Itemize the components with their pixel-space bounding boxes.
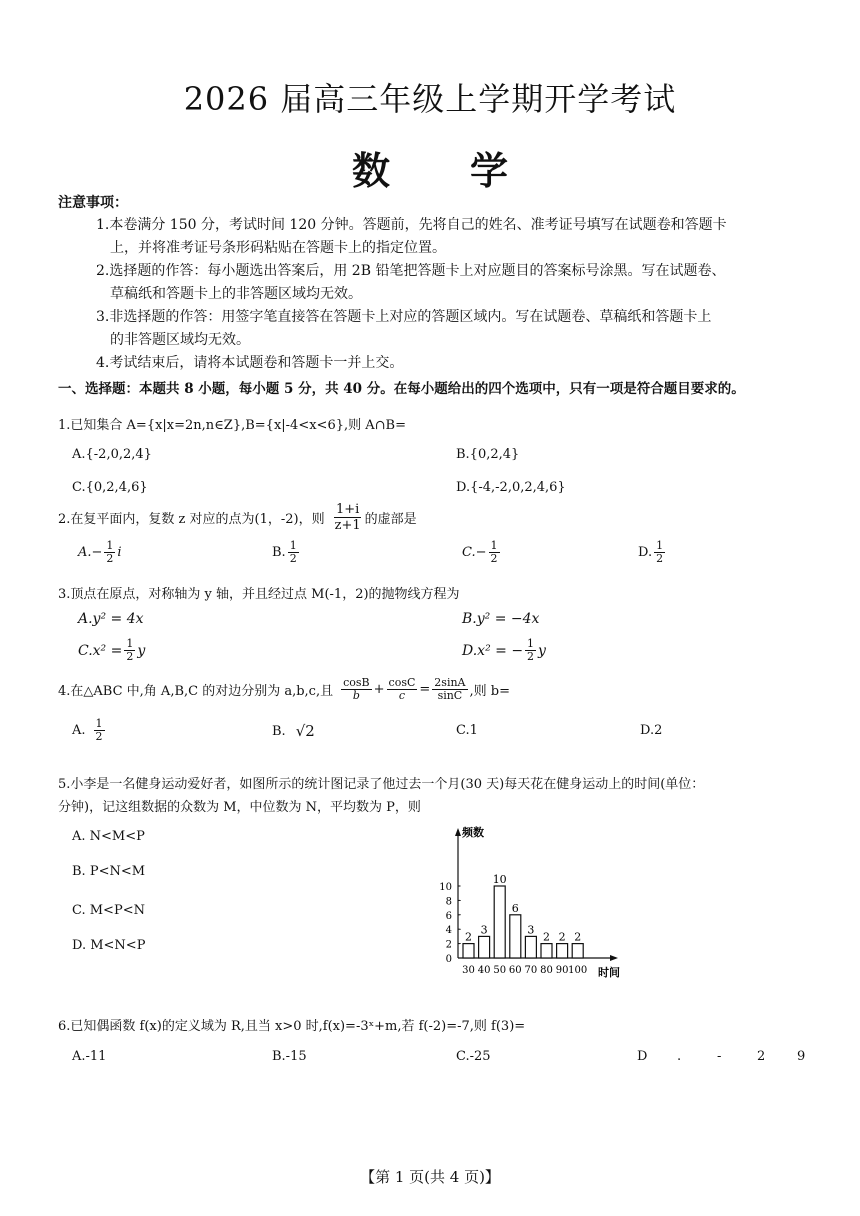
frac-d: 2 <box>656 552 664 565</box>
q3-d-label: D.x² = − <box>462 642 524 659</box>
frac-d: 2 <box>490 552 498 565</box>
frac-n: 1 <box>490 539 498 552</box>
q5-stem-line-2: 分钟)，记这组数据的众数为 M，中位数为 N，平均数为 P，则 <box>58 800 421 815</box>
frac-n: 1 <box>289 539 297 552</box>
frac-d: c <box>398 688 406 702</box>
frequency-histogram <box>430 822 630 982</box>
bar-value-label: 2 <box>543 930 550 944</box>
q4-option-a <box>72 718 107 743</box>
q4-a-label: A. <box>72 723 86 738</box>
notice-line-3: 2.选择题的作答：每小题选出答案后，用 2B 铅笔把答题卡上对应题目的答案标号涂黑。写在试题卷、 <box>96 263 726 279</box>
frac-d: sinC <box>437 688 463 702</box>
q1-option-d: D.{-4,-2,0,2,4,6} <box>456 480 566 495</box>
q2-option-b <box>272 540 301 565</box>
bar-value-label: 3 <box>527 923 535 937</box>
q4-option-b <box>272 722 315 740</box>
q2-option-a <box>78 540 122 565</box>
q6-option-d-char-1: D <box>637 1049 648 1064</box>
x-tick-label: 30 <box>462 965 475 976</box>
frac-n: 1 <box>95 717 103 730</box>
q2-d-frac <box>654 540 665 565</box>
notice-line-1: 1.本卷满分 150 分，考试时间 120 分钟。答题前，先将自己的姓名、准考证号填写在试题卷和答题卡 <box>96 217 727 233</box>
y-axis-label: 频数 <box>462 826 484 839</box>
q2-c-frac <box>489 540 500 565</box>
q2-fraction <box>333 502 363 533</box>
notice-line-4: 草稿纸和答题卡上的非答题区域均无效。 <box>110 286 362 302</box>
q3-option-d <box>462 638 546 663</box>
q2-d-label: D. <box>638 545 653 560</box>
frac-n: cosC <box>388 675 416 689</box>
q2-frac-denominator: z+1 <box>334 517 361 533</box>
q5-option-c: C. M<P<N <box>72 903 145 918</box>
x-tick-label: 80 <box>540 965 553 976</box>
bar <box>557 944 568 958</box>
notice-line-2: 上，并将准考证号条形码粘贴在答题卡上的指定位置。 <box>110 240 446 256</box>
frac-d: 2 <box>126 650 134 663</box>
q6-option-d-char-4: 2 <box>757 1049 766 1064</box>
q4-b-value: √2 <box>295 722 315 740</box>
y-tick-label: 8 <box>445 896 452 908</box>
bar <box>479 936 490 958</box>
q2-b-frac <box>288 540 299 565</box>
q4-frac-3 <box>432 677 467 702</box>
q1-option-b: B.{0,2,4} <box>456 447 520 462</box>
q3-stem: 3.顶点在原点，对称轴为 y 轴，并且经过点 M(-1，2)的抛物线方程为 <box>58 587 460 602</box>
q2-option-c <box>462 540 502 565</box>
frac-n: 1 <box>126 637 134 650</box>
frac-d: b <box>352 688 360 702</box>
notice-line-5: 3.非选择题的作答：用签字笔直接答在答题卡上对应的答题区域内。写在试题卷、草稿纸和答题卡上 <box>96 309 712 325</box>
q2-stem <box>58 500 417 534</box>
q3-d-y: y <box>538 642 546 659</box>
bar-value-label: 3 <box>480 923 488 937</box>
q4-frac-2 <box>387 677 418 702</box>
q6-stem: 6.已知偶函数 f(x)的定义域为 R,且当 x>0 时,f(x)=-3ˣ+m,若 f(-2)=-7,则 f(3)= <box>58 1019 526 1034</box>
frac-n: 1 <box>106 539 114 552</box>
q3-c-label: C.x² = <box>78 642 123 659</box>
bar <box>572 944 583 958</box>
x-axis-arrow <box>610 955 618 961</box>
q3-d-frac <box>525 638 536 663</box>
q4-a-frac <box>94 718 105 743</box>
q1-stem: 1.已知集合 A={x|x=2n,n∈Z},B={x|-4<x<6},则 A∩B= <box>58 418 406 433</box>
exam-title: 2026 届高三年级上学期开学考试 <box>183 80 677 118</box>
q2-stem-pre: 2.在复平面内，复数 z 对应的点为(1，-2)，则 <box>58 511 325 527</box>
x-tick-label: 50 <box>493 965 507 976</box>
y-tick-label: 10 <box>439 882 452 893</box>
x-tick-label: 100 <box>568 965 588 976</box>
q4-option-d: D.2 <box>640 723 663 738</box>
frac-n: 1 <box>656 539 664 552</box>
frac-n: 1 <box>527 637 535 650</box>
x-tick-label: 60 <box>508 965 522 976</box>
q1-option-c: C.{0,2,4,6} <box>72 480 148 495</box>
x-tick-label: 40 <box>477 965 491 976</box>
y-tick-label: 0 <box>445 954 452 965</box>
chart-layer <box>439 825 620 979</box>
q2-frac-numerator: 1+i <box>335 501 360 517</box>
q6-option-c: C.-25 <box>456 1049 491 1064</box>
bar <box>494 886 505 958</box>
q6-option-d-char-3: - <box>717 1049 722 1064</box>
q4-equals: = <box>419 681 431 697</box>
q2-stem-post: 的虚部是 <box>364 511 417 527</box>
section-heading: 一、选择题：本题共 8 小题，每小题 5 分，共 40 分。在每小题给出的四个选项中，只有一项是符合题目要求的。 <box>58 381 745 397</box>
frac-n: 2sinA <box>434 675 466 689</box>
notice-heading: 注意事项： <box>58 195 128 211</box>
q5-option-b: B. P<N<M <box>72 864 146 879</box>
q2-a-label: A.− <box>78 545 103 560</box>
x-tick-label: 90 <box>555 965 569 976</box>
q4-stem <box>58 672 510 706</box>
q6-option-d-char-5: 9 <box>797 1049 806 1064</box>
q6-option-b: B.-15 <box>272 1049 307 1064</box>
frac-d: 2 <box>527 650 535 663</box>
notice-line-6: 的非答题区域均无效。 <box>110 332 250 348</box>
bar <box>525 936 536 958</box>
bar-value-label: 6 <box>511 901 519 915</box>
y-axis-arrow <box>455 828 461 836</box>
bar <box>510 915 521 958</box>
q3-option-b: B.y² = −4x <box>462 611 540 627</box>
subject-title: 数学 <box>351 148 588 193</box>
q6-option-a: A.-11 <box>72 1049 107 1064</box>
q3-c-y: y <box>137 642 146 659</box>
q4-stem-pre: 4.在△ABC 中,角 A,B,C 的对边分别为 a,b,c,且 <box>58 683 334 699</box>
q5-stem-line-1: 5.小李是一名健身运动爱好者，如图所示的统计图记录了他过去一个月(30 天)每天花在健身运动上的时间(单位： <box>58 777 705 792</box>
bar-value-label: 2 <box>574 930 582 944</box>
bar-value-label: 2 <box>465 930 472 944</box>
q5-option-d: D. M<N<P <box>72 938 146 953</box>
bar-value-label: 10 <box>492 873 507 886</box>
q4-plus: + <box>373 681 385 697</box>
q4-stem-post: ,则 b= <box>469 683 510 699</box>
x-tick-label: 70 <box>524 965 538 976</box>
y-tick-label: 2 <box>445 939 452 951</box>
q5-option-a: A. N<M<P <box>72 829 145 844</box>
bar-value-label: 2 <box>558 930 566 944</box>
frac-d: 2 <box>289 552 297 565</box>
bar <box>463 944 474 958</box>
x-axis-label: 时间 <box>598 966 620 979</box>
q4-option-c: C.1 <box>456 723 478 738</box>
q3-option-c <box>78 638 145 663</box>
q4-frac-1 <box>341 677 372 702</box>
q4-b-label: B. <box>272 723 286 739</box>
q3-c-frac <box>124 638 135 663</box>
q2-a-frac <box>104 540 115 565</box>
bar <box>541 944 552 958</box>
notice-line-7: 4.考试结束后，请将本试题卷和答题卡一并上交。 <box>96 355 404 371</box>
frac-d: 2 <box>106 552 114 565</box>
q2-b-label: B. <box>272 545 286 560</box>
y-tick-label: 4 <box>445 925 452 937</box>
q2-option-d <box>638 540 667 565</box>
page-footer: 【第 1 页(共 4 页)】 <box>360 1168 500 1186</box>
q2-c-label: C.− <box>462 545 487 560</box>
frac-n: cosB <box>343 675 370 689</box>
q3-option-a: A.y² = 4x <box>78 611 144 627</box>
frac-d: 2 <box>95 730 103 743</box>
q6-option-d-char-2: . <box>677 1049 682 1064</box>
q1-option-a: A.{-2,0,2,4} <box>72 447 152 462</box>
q2-a-i: i <box>117 545 122 560</box>
y-tick-label: 6 <box>445 910 452 922</box>
